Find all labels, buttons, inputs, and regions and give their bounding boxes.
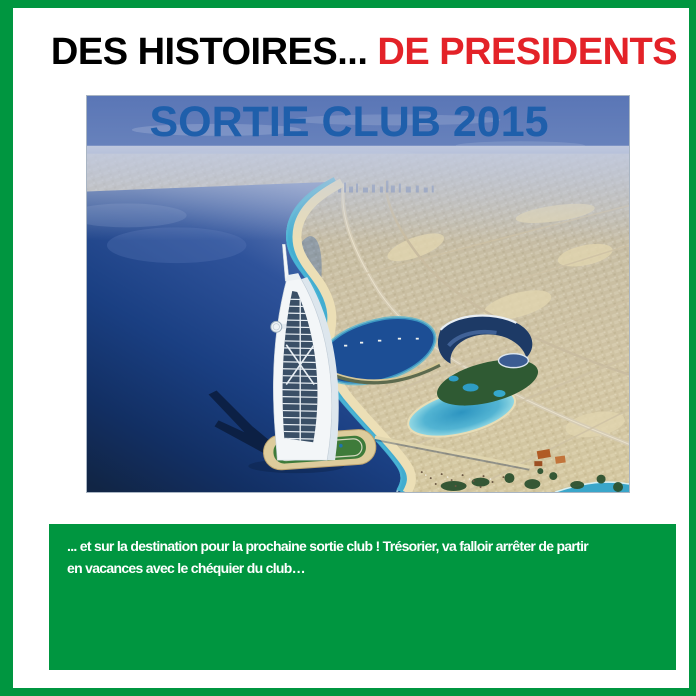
horizon-haze [87,146,629,241]
page-title [26,32,696,72]
caption-box [49,524,676,670]
dubai-aerial-photo [86,95,630,493]
caption-line-1: ... et sur la destination pour la prochaine sortie club ! Trésorier, va falloir arrêter de partir [67,538,589,554]
photo-overlay-title: SORTIE CLUB 2015 [149,98,549,146]
title-black-part: DES HISTOIRES... [50,31,368,73]
title-red-part: DE PRESIDENTS [377,31,678,73]
slide-content-area [13,8,689,688]
caption-line-2: en vacances avec le chéquier du club… [67,560,305,576]
dubai-scene-illustration [87,96,629,492]
